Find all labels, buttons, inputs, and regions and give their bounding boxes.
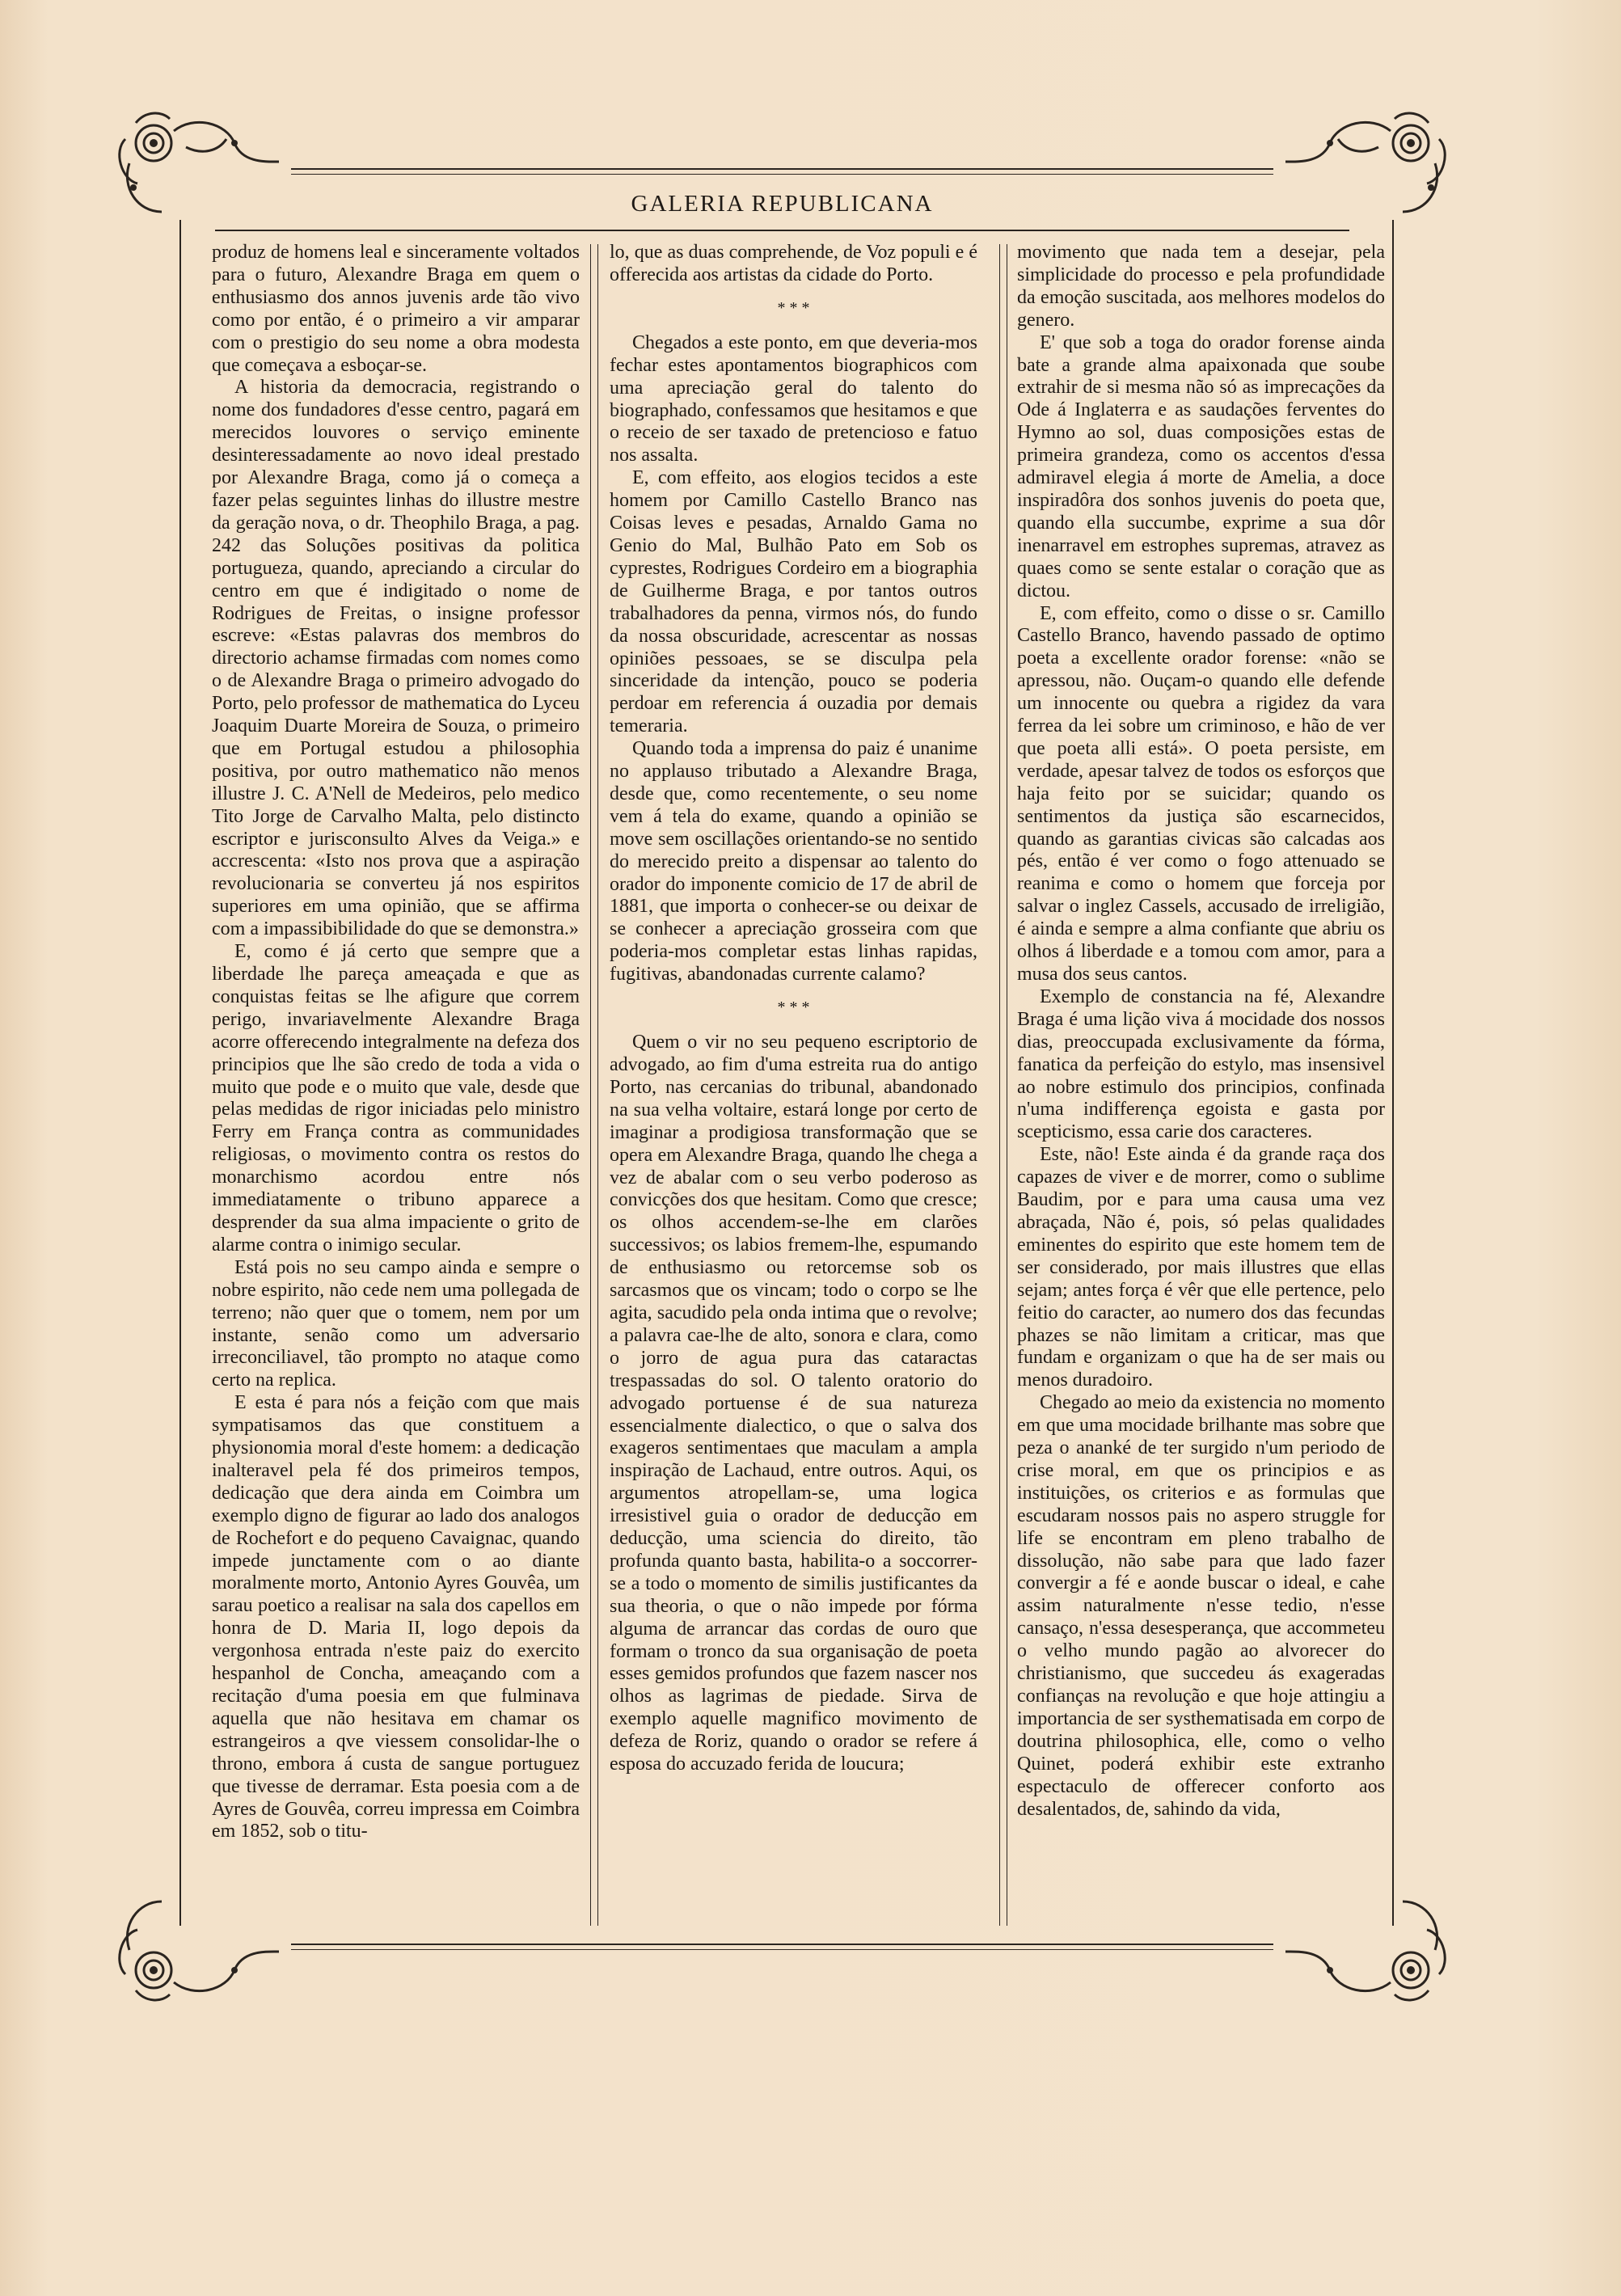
- paragraph: movimento que nada tem a desejar, pela simplicidade do processo e pela profundidade da emoção suscitada, aos melhores modelos do genero.: [1017, 242, 1385, 331]
- paragraph: E, como é já certo que sempre que a liberdade lhe pareça ameaçada e que as conquistas feitas se lhe afigure que correm perigo, invariavelmente Alexandre Braga acorre offerecendo integralmente na defeza dos principios que lhe são credo de toda a vida o muito que pode e o muito que vale, desde que pelas medidas de rigor iniciadas pelo ministro Ferry em França contra as communidades religiosas, o movimento contra os restos do monarchismo acordou entre nós immediatamente o tribuno apparece a desprender da sua alma impaciente o grito de alarme contra o inimigo secular.: [212, 941, 580, 1256]
- paragraph: A historia da democracia, registrando o nome dos fundadores d'esse centro, pagará em merecidos louvores o serviço eminente desinteressadamente ao novo ideal prestado por Alexandre Braga, como já o começa a fazer pelas seguintes linhas do illustre mestre da geração nova, o dr. Theophilo Braga, a pag. 242 das Soluções positivas da politica portugueza, quando, apreciando a circular do centro em que é indigitado o nome de Rodrigues de Freitas, o insigne professor escreve: «Estas palavras dos membros do directorio achamse firmadas com nomes como o de Alexandre Braga o primeiro advogado do Porto, pelo professor de mathematica do Lyceu Joaquim Duarte Moreira de Souza, o primeiro que em Portugal estudou a philosophia positiva, por outro mathematico não menos illustre J. C. A'Nell de Medeiros, pelo medico Tito Jorge de Carvalho Malta, pelo distincto escriptor e jurisconsulto Alves da Veiga.» e accrescenta: «Isto nos prova que a aspiração revolucionaria se converteu já nos espiritos superiores em uma opinião, que se affirma com a impassibibilidade do que se demonstra.»: [212, 377, 580, 940]
- left-border-line: [179, 220, 181, 1926]
- paragraph: Quem o vir no seu pequeno escriptorio de advogado, ao fim d'uma estreita rua do antigo Porto, nas cercanias do tribunal, abandonado na sua velha voltaire, estará longe por certo de imaginar a prodigiosa transformação que se opera em Alexandre Braga, quando lhe chega a vez de abalar com o seu verbo poderoso as convicções dos que hesitam. Como que cresce; os olhos accendem-se-lhe em clarões successivos; os labios fremem-lhe, espumando de enthusiasmo ou retorcemse sob os sarcasmos que os vincam; todo o corpo se lhe agita, sacudido pela onda intima que o revolve; a palavra cae-lhe de alto, sonora e clara, como o jorro de agua pura das cataractas trespassadas do sol. O talento oratorio do advogado portuense é de sua natureza essencialmente dialectico, o que o salva dos exageros sentimentaes que maculam a ampla inspiração de Lachaud, entre outros. Aqui, os argumentos atropellam-se, uma logica irresistivel guia o orador de deducção em deducção, uma sciencia do direito, tão profunda quanto basta, habilita-o a soccorrer-se a todo o momento de similis justificantes da sua theoria, o que o não impede por fórma alguma de arrancar das cordas de ouro que formam o tronco da sua organisação de poeta esses gemidos profundos que fazem nascer nos olhos as lagrimas de piedade. Sirva de exemplo aquelle magnifico movimento de defeza de Roriz, quando o orador se refere á esposa do accuzado ferida de loucura;: [610, 1032, 977, 1775]
- paragraph: Chegado ao meio da existencia no momento em que uma mocidade brilhante mas sobre que peza o ananké de ter surgido n'um periodo de crise moral, em que os principios e as instituições, os criterios e as formulas que escudaram nossos pais no aspero struggle for life se encontram em pleno trabalho de dissolução, não sabe para que lado fazer convergir a fé e aonde buscar o ideal, e cahe assim naturalmente n'esse tedio, n'esse cansaço, n'essa desesperança, que accommeteu o velho mundo pagão ao alvorecer do christianismo, que succedeu ás exageradas confianças na revolução e que hoje attingiu a importancia de ser systhematisada em corpo de doutrina philosophica, elle, como o velho Quinet, poderá exhibir este extranho espectaculo de offerecer conforto aos desalentados, de, sahindo da vida,: [1017, 1392, 1385, 1820]
- header-rule: [215, 230, 1349, 231]
- text-column-2: [610, 242, 977, 1776]
- paragraph: Quando toda a imprensa do paiz é unanime no applauso tributado a Alexandre Braga, desde que, como recentemente, o seu nome vem á tela do exame, quando a opinião se move sem oscillações orientando-se no sentido do merecido preito a dispensar ao talento do orador do imponente comicio de 17 de abril de 1881, que importa o conhecer-se ou deixar de se conhecer a apreciação grosseira com que poderia-mos completar estas linhas rapidas, fugitivas, abandonadas currente calamo?: [610, 738, 977, 986]
- text-column-3: [1017, 242, 1385, 1821]
- column-separator: [999, 244, 1007, 1926]
- paragraph: E' que sob a toga do orador forense ainda bate a grande alma apaixonada que soube extrahir de si mesma não só as imprecações da Ode á Inglaterra e as saudações ferventes do Hymno ao sol, duas composições estas de primeira grandeza, como os accentos d'essa admiravel elegia á morte de Amelia, a doce inspiradôra dos sonhos juvenis do poeta que, quando ella succumbe, exprime a sua dôr inenarravel em estrophes supremas, atravez as quaes como se sente estalar o coração que as dictou.: [1017, 331, 1385, 601]
- paragraph: Chegados a este ponto, em que deveria-mos fechar estes apontamentos biographicos com uma apreciação geral do talento do biographado, confessamos que hesitamos e que o receio de ser taxado de pretencioso e fatuo nos assalta.: [610, 331, 977, 466]
- paragraph: Este, não! Este ainda é da grande raça dos capazes de viver e de morrer, como o sublime Baudim, por e para uma causa uma vez abraçada, Não é, pois, só pelas qualidades eminentes do espirito que este homem tem de ser considerado, por mais illustres que ellas sejam; antes força é vêr que elle pertence, pelo feitio do caracter, ao numero dos das fecundas phazes se não limitam a criticar, mas que fundam e organizam o que ha de ser mais ou menos duradoiro.: [1017, 1144, 1385, 1391]
- section-divider-stars: * * *: [777, 998, 810, 1017]
- top-border-rule: [291, 168, 1273, 175]
- right-border-line: [1392, 220, 1394, 1926]
- paragraph: Está pois no seu campo ainda e sempre o nobre espirito, não cede nem uma pollegada de terreno; não quer que o tomem, nem por um instante, senão como um adversario irreconciliavel, tão prompto no ataque como certo na replica.: [212, 1256, 580, 1391]
- paragraph: E, com effeito, aos elogios tecidos a este homem por Camillo Castello Branco nas Coisas leves e pesadas, Arnaldo Gama no Genio do Mal, Bulhão Pato em Sob os cyprestes, Rodrigues Cordeiro em a biographia de Guilherme Braga, e por tantos outros trabalhadores da penna, virmos nós, do fundo da nossa obscuridade, acrescentar as nossas opiniões pessoaes, se se disculpa pela sinceridade da intenção, pouco se poderia perdoar em referencia á ouzadia por demais temeraria.: [610, 467, 977, 737]
- paragraph: lo, que as duas comprehende, de Voz populi e é offerecida aos artistas da cidade do Porto.: [610, 242, 977, 285]
- corner-ornament-icon: [1273, 1885, 1451, 2007]
- running-header: GALERIA REPUBLICANA: [631, 191, 934, 217]
- paragraph: Exemplo de constancia na fé, Alexandre Braga é uma lição viva á mocidade dos nossos dias, preoccupada exclusivamente da fórma, fanatica da perfeição do estylo, mas insensivel ao nobre estimulo dos principios, confinada n'uma indifferença egoista e gasta por scepticismo, essa carie dos caracteres.: [1017, 986, 1385, 1143]
- paragraph: E, com effeito, como o disse o sr. Camillo Castello Branco, havendo passado de optimo poeta a excellente orador forense: «não se apressou, não. Ouçam-o quando elle defende um innocente ou quebra a rigidez da vara ferrea da lei sobre um criminoso, e hão de ver que poeta alli está». O poeta persiste, em verdade, apesar talvez de todos os esforços que haja feito por se suicidar; quando os sentimentos da justiça são escarnecidos, quando as garantias civicas são calcadas aos pés, então é ver como o fogo attenuado se reanima e como o homem que forceja por salvar o inglez Cassels, accusado de irreligião, é ainda e sempre a alma confiante que abriu os olhos á liberdade e a tomou com amor, para a musa dos seus cantos.: [1017, 602, 1385, 985]
- paragraph: produz de homens leal e sinceramente voltados para o futuro, Alexandre Braga em quem o enthusiasmo dos annos juvenis arde tão vivo como por então, é o primeiro a vir amparar com o prestigio do seu nome a obra modesta que começava a esboçar-se.: [212, 242, 580, 376]
- corner-ornament-icon: [113, 1885, 291, 2007]
- section-divider-stars: * * *: [777, 298, 810, 317]
- column-separator: [590, 244, 598, 1926]
- bottom-border-rule: [291, 1944, 1273, 1950]
- text-column-1: [212, 242, 580, 1843]
- paragraph: E esta é para nós a feição com que mais sympatisamos das que constituem a physionomia moral d'este homem: a dedicação inalteravel pela fé dos primeiros tempos, dedicação que dera ainda em Coimbra um exemplo digno de figurar ao lado dos analogos de Rochefort e do pequeno Cavaignac, quando impede junctamente com o ao diante moralmente morto, Antonio Ayres Gouvêa, um sarau poetico a realisar na sala dos capellos em honra de D. Maria II, logo depois da vergonhosa entrada n'este paiz do exercito hespanhol de Concha, ameaçando com a recitação d'uma poesia em que fulminava aquella que não hesitava em chamar os estrangeiros a qve viessem consolidar-lhe o throno, embora á custa de sangue portuguez que tivesse de derramar. Esta poesia com a de Ayres de Gouvêa, correu impressa em Coimbra em 1852, sob o titu-: [212, 1392, 580, 1842]
- ornamental-frame: [121, 115, 1443, 2003]
